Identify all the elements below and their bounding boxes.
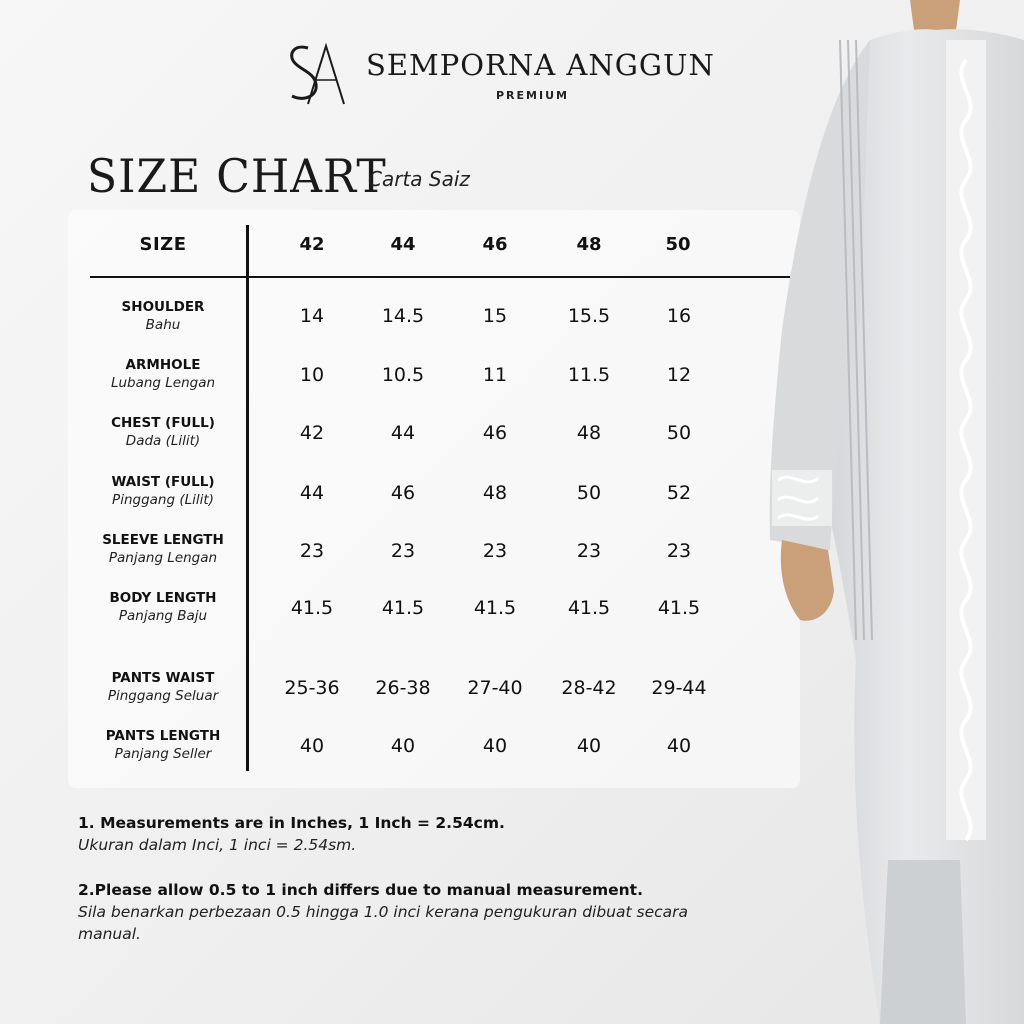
row-label-en: ARMHOLE xyxy=(125,357,201,373)
table-cell: 11 xyxy=(482,364,508,386)
table-cell: 41.5 xyxy=(381,597,425,619)
table-cell: 41.5 xyxy=(567,597,611,619)
table-cell: 48 xyxy=(576,422,602,444)
table-cell: 16 xyxy=(666,305,692,327)
row-label-en: BODY LENGTH xyxy=(109,590,217,606)
table-cell: 26-38 xyxy=(375,677,431,699)
table-cell: 15.5 xyxy=(567,305,611,327)
row-label-pants-waist xyxy=(90,669,236,705)
note-2-en: 2.Please allow 0.5 to 1 inch differs due to manual measurement. xyxy=(78,881,643,899)
table-cell: 23 xyxy=(576,540,602,562)
row-label-ms: Pinggang (Lilit) xyxy=(112,492,214,508)
page-subtitle: Carta Saiz xyxy=(368,167,470,191)
table-cell: 23 xyxy=(390,540,416,562)
table-cell: 44 xyxy=(299,482,325,504)
table-cell: 29-44 xyxy=(651,677,707,699)
table-cell: 40 xyxy=(576,735,602,757)
row-label-body-length xyxy=(90,589,236,625)
row-label-en: CHEST (FULL) xyxy=(111,415,215,431)
table-cell: 41.5 xyxy=(473,597,517,619)
row-label-ms: Panjang Seller xyxy=(114,746,212,762)
row-label-en: WAIST (FULL) xyxy=(111,474,215,490)
table-cell: 23 xyxy=(666,540,692,562)
table-cell: 52 xyxy=(666,482,692,504)
size-header-44: 44 xyxy=(390,234,416,255)
size-column-header: SIZE xyxy=(139,234,187,255)
table-cell: 46 xyxy=(482,422,508,444)
note-1-ms: Ukuran dalam Inci, 1 inci = 2.54sm. xyxy=(78,836,357,854)
row-label-en: PANTS LENGTH xyxy=(105,728,221,744)
table-vertical-divider xyxy=(246,225,249,771)
size-header-48: 48 xyxy=(576,234,602,255)
table-cell: 15 xyxy=(482,305,508,327)
table-cell: 14.5 xyxy=(381,305,425,327)
size-header-46: 46 xyxy=(482,234,508,255)
table-cell: 10.5 xyxy=(381,364,425,386)
note-2 xyxy=(78,879,738,945)
row-label-ms: Bahu xyxy=(145,317,181,333)
table-cell: 12 xyxy=(666,364,692,386)
table-cell: 40 xyxy=(666,735,692,757)
table-cell: 40 xyxy=(299,735,325,757)
table-cell: 25-36 xyxy=(284,677,340,699)
table-cell: 50 xyxy=(576,482,602,504)
table-cell: 41.5 xyxy=(657,597,701,619)
garment-photo-icon xyxy=(760,0,1024,1024)
row-label-ms: Panjang Lengan xyxy=(108,550,218,566)
table-cell: 14 xyxy=(299,305,325,327)
note-2-ms: Sila benarkan perbezaan 0.5 hingga 1.0 inci kerana pengukuran dibuat secara manual. xyxy=(78,903,689,943)
row-label-armhole xyxy=(90,356,236,392)
brand-monogram-logo xyxy=(278,40,348,110)
row-label-ms: Pinggang Seluar xyxy=(107,688,219,704)
brand-name: SEMPORNA ANGGUN xyxy=(366,48,715,82)
row-label-ms: Dada (Lilit) xyxy=(125,433,201,449)
table-cell: 48 xyxy=(482,482,508,504)
row-label-en: SLEEVE LENGTH xyxy=(102,532,224,548)
row-label-chest xyxy=(90,414,236,450)
table-cell: 41.5 xyxy=(290,597,334,619)
table-cell: 50 xyxy=(666,422,692,444)
row-label-ms: Panjang Baju xyxy=(118,608,208,624)
row-label-shoulder xyxy=(90,298,236,334)
row-label-pants-length xyxy=(90,727,236,763)
table-header-divider xyxy=(90,276,790,278)
table-cell: 23 xyxy=(482,540,508,562)
table-cell: 28-42 xyxy=(561,677,617,699)
table-cell: 46 xyxy=(390,482,416,504)
note-1 xyxy=(78,812,758,856)
table-cell: 42 xyxy=(299,422,325,444)
table-cell: 11.5 xyxy=(567,364,611,386)
row-label-ms: Lubang Lengan xyxy=(110,375,216,391)
note-1-en: 1. Measurements are in Inches, 1 Inch = 2.54cm. xyxy=(78,814,505,832)
row-label-en: SHOULDER xyxy=(121,299,205,315)
table-cell: 10 xyxy=(299,364,325,386)
page-title: SIZE CHART xyxy=(87,150,387,204)
row-label-waist xyxy=(90,473,236,509)
size-header-50: 50 xyxy=(665,234,691,255)
table-cell: 23 xyxy=(299,540,325,562)
brand-tagline: PREMIUM xyxy=(496,89,569,102)
table-cell: 40 xyxy=(482,735,508,757)
table-cell: 27-40 xyxy=(467,677,523,699)
size-header-42: 42 xyxy=(299,234,325,255)
row-label-en: PANTS WAIST xyxy=(111,670,215,686)
table-cell: 44 xyxy=(390,422,416,444)
table-cell: 40 xyxy=(390,735,416,757)
row-label-sleeve-length xyxy=(90,531,236,567)
